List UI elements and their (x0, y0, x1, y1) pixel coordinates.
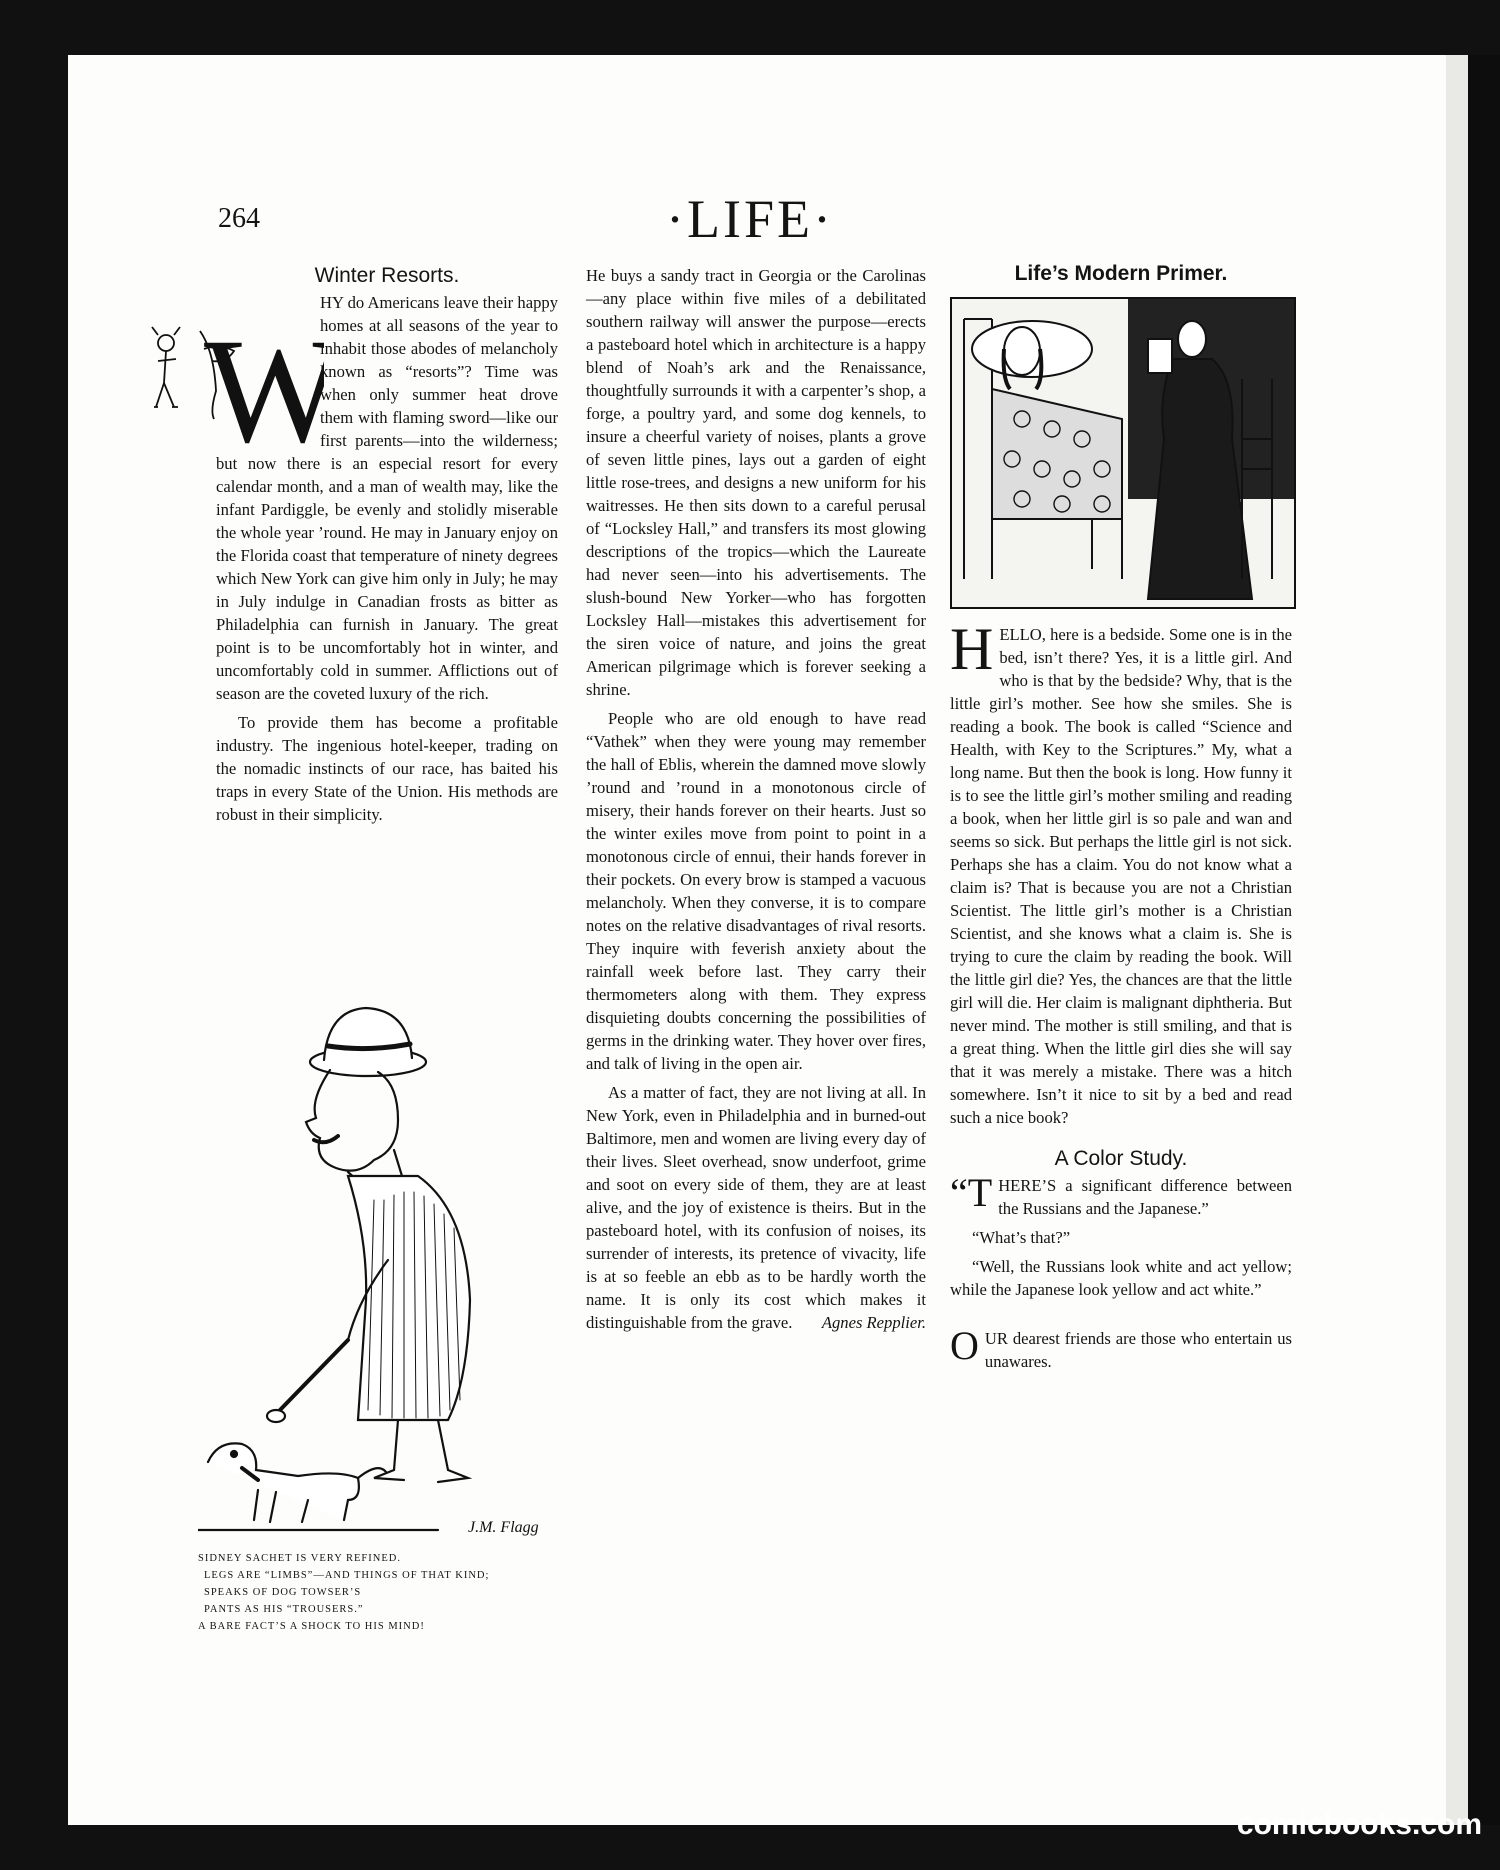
winter-resorts-paragraph-2: To provide them has become a profitable industry. The ingenious hotel-keeper, trading on the nomadic instincts of our race, has baited his traps in every State of the Union. His methods are robust in their simplicity. (216, 713, 558, 824)
primer-title: Life’s Modern Primer. (1014, 262, 1228, 285)
winter-resorts-column-1 (204, 264, 558, 832)
bedside-scene-drawing (952, 299, 1294, 607)
caption-line-1: SIDNEY SACHET IS VERY REFINED. (198, 1553, 401, 1564)
caricature-caption (198, 1550, 568, 1635)
primer-body: ELLO, here is a bedside. Some one is in the bed, isn’t there? Yes, it is a little girl. And who is that by the bedside? Why, that is the little girl’s mother. See how she smiles. She is reading a book. The book is called “Science and Health, with Key to the Scriptures.” My, what a long name. But then the book is long. How funny it is to see the little girl’s mother smiling and reading a book, when her little girl is so pale and wan and seems so sick. But perhaps the little girl is not sick. Perhaps she has a claim. You do not know what a claim is? That is because you are not a Christian Scientist. The little girl’s mother is a Christian Scientist, and she knows what a claim is. She is trying to cure the claim by reading the book. Will the little girl die? Yes, the chances are that the little girl will die. Her claim is malignant diphtheria. But never mind. The mother is still smiling, and that is a great thing. When the little girl dies she will say that it was merely a mistake. There was a hitch somewhere. Isn’t it nice to sit by a bed and read such a nice book? (950, 625, 1292, 1127)
primer-column (950, 262, 1292, 1379)
caption-line-4: PANTS AS HIS “TROUSERS.” (204, 1604, 364, 1615)
bedside-illustration (950, 297, 1296, 609)
primer-drop-cap: H (950, 616, 994, 682)
winter-resorts-title: Winter Resorts. (314, 264, 460, 287)
gentleman-with-dog-drawing (198, 1000, 568, 1540)
caption-line-5: A BARE FACT’S A SHOCK TO HIS MIND! (198, 1621, 425, 1632)
color-study-paragraph-2: “What’s that?” (972, 1228, 1071, 1247)
scan-border (1468, 55, 1500, 1825)
caricature-illustration (198, 1000, 568, 1540)
color-study-drop-cap: “T (950, 1170, 993, 1215)
color-study-paragraph-3: “Well, the Russians look white and act yellow; while the Japanese look yellow and act white.” (950, 1257, 1292, 1299)
page-edge (1446, 55, 1468, 1825)
masthead: ·LIFE· (666, 189, 834, 249)
jester-icon (144, 291, 324, 451)
primer-text (950, 616, 1292, 1129)
winter-resorts-paragraph-1: HY do Americans leave their happy homes at all seasons of the year to inhabit those abodes of melancholy known as “resorts”? Time was when only summer heat drove them with flaming sword—like our first parents—into the wilderness; but now there is an especial resort for every calendar month, and a man of wealth may, like the infant Pardiggle, be evenly and stolidly miserable the whole year ’round. He may in January enjoy on the Florida coast that temperature of ninety degrees which New York can give him only in July; he may in July indulge in Canadian frosts as bitter as Philadelphia can furnish in January. The great point is to be uncomfortably hot in winter, and uncomfortably cold in summer. Afflictions out of season are the coveted luxury of the rich. (216, 293, 558, 703)
caption-line-3: SPEAKS OF DOG TOWSER’S (204, 1587, 362, 1598)
color-study-text-1: HERE’S a significant difference between the Russians and the Japanese.” (998, 1176, 1292, 1218)
watermark: comicbooks.com (1236, 1808, 1482, 1841)
winter-resorts-column-2 (586, 264, 926, 1340)
winter-resorts-paragraph-5-text: As a matter of fact, they are not living at all. In New York, even in Philadelphia and in burned-out Baltimore, men and women are living every day of their lives. Sleet overhead, snow underfoot, grime and soot on every side of them, they are at least alive, and the joy of existence is theirs. But in the pasteboard hotel, with its confusion of noises, its surrender of interests, its pretence of vivacity, life is at so feeble an ebb as to be hardly worth the name. It is only its cost which makes it distinguishable from the grave. (586, 1083, 926, 1332)
winter-resorts-paragraph-3: He buys a sandy tract in Georgia or the Carolinas—any place within five miles of a debilitated southern railway will answer the purpose—erects a pasteboard hotel which in architecture is a happy blend of Noah’s ark and the Renaissance, thoughtfully surrounds it with a carpenter’s shop, a forge, a poultry yard, and some dog kennels, to insure a cheerful variety of noises, plants a grove of seven little pines, lays out a garden of eight little rose-trees, and designs a new uniform for his waitresses. He then sits down to a careful perusal of “Locksley Hall,” and transfers its most glowing descriptions of the tropics—which the Laureate had never seen—into his advertisements. The slush-bound New Yorker—who has forgotten Locksley Hall—mistakes this advertisement for the siren voice of nature, and joins the great American pilgrimage which is forever seeking a shrine. (586, 266, 926, 699)
friends-drop-cap: O (950, 1323, 979, 1368)
friends-text: UR dearest friends are those who entertain us unawares. (984, 1329, 1292, 1371)
winter-resorts-paragraph-5 (586, 1081, 926, 1334)
page-number: 264 (218, 203, 260, 234)
drop-cap-w: W (204, 308, 324, 451)
author-signature: Agnes Repplier. (821, 1313, 926, 1332)
color-study-paragraph-1 (950, 1170, 1292, 1220)
winter-resorts-paragraph-4: People who are old enough to have read “Vathek” when they were young may remember the hall of Eblis, wherein the damned move slowly ’round and ’round in a monotonous circle of misery, their hands forever on their hearts. Just so the winter exiles move from point to point in a monotonous circle of ennui, their hands forever in their pockets. On every brow is stamped a vacuous melancholy. When they converse, it is to compare notes on the relative disadvantages of rival resorts. They inquire with feverish anxiety about the rainfall week before last. They carry their thermometers along with them. They express disquieting doubts concerning the possibilities of germs in the drinking water. They hover over fires, and talk of living in the open air. (586, 709, 926, 1073)
caption-line-2: LEGS ARE “LIMBS”—AND THINGS OF THAT KIND; (204, 1570, 490, 1581)
friends-paragraph (950, 1323, 1292, 1373)
color-study-title: A Color Study. (1054, 1147, 1188, 1170)
drop-cap-illustration (144, 291, 324, 451)
artist-signature: J.M. Flagg (468, 1519, 539, 1536)
